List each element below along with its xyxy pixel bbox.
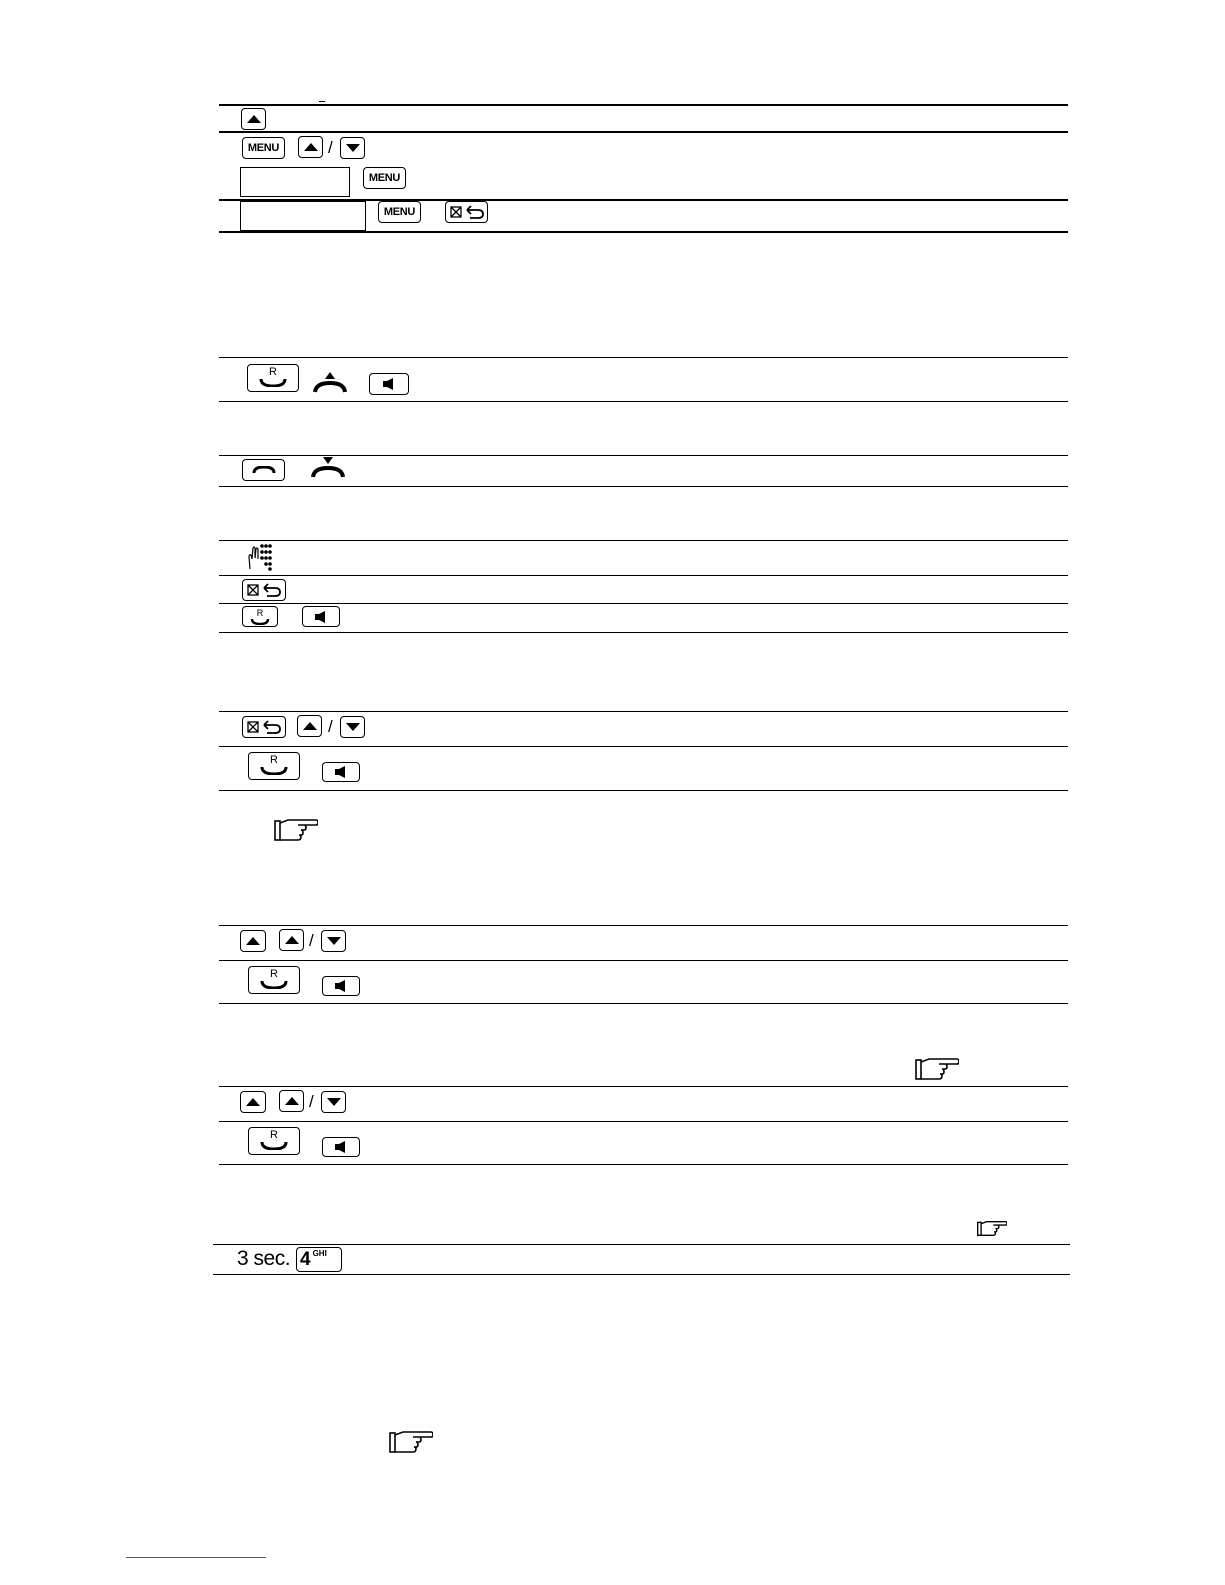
table-rule	[219, 1003, 1068, 1004]
hold-duration-label: 3 sec.	[237, 1247, 291, 1270]
down-arrow-key-icon	[340, 137, 365, 159]
talk-r-key-icon	[242, 606, 278, 627]
display-box	[240, 201, 366, 231]
talk-r-key-icon	[247, 364, 299, 392]
table-rule	[219, 231, 1068, 233]
talk-r-key-icon	[248, 752, 300, 780]
table-rule	[219, 1164, 1068, 1165]
down-arrow-key-icon	[340, 716, 365, 738]
table-rule	[219, 104, 1068, 106]
up-arrow-key-icon	[240, 1091, 266, 1113]
menu-key-icon	[363, 167, 406, 189]
table-rule	[219, 131, 1068, 133]
table-rule	[219, 925, 1068, 926]
up-arrow-key-icon	[279, 1090, 304, 1112]
menu-key-label: MENU	[247, 142, 280, 154]
speaker-key-icon	[369, 373, 409, 395]
speaker-key-icon	[302, 606, 340, 627]
menu-key-label: MENU	[368, 172, 401, 184]
footer-link-underline	[126, 1557, 266, 1558]
up-arrow-key-icon	[279, 929, 304, 951]
table-rule	[219, 790, 1068, 791]
r-label: R	[256, 607, 264, 618]
down-arrow-key-icon	[321, 1091, 346, 1113]
keypad-hand-icon	[247, 543, 273, 571]
menu-key-icon	[242, 137, 285, 159]
talk-r-key-icon	[248, 966, 300, 994]
menu-key-icon	[378, 201, 421, 223]
speaker-key-icon	[322, 1137, 360, 1157]
pointing-hand-icon	[389, 1430, 433, 1454]
pointing-hand-icon	[274, 818, 318, 842]
slash-separator: /	[328, 717, 333, 736]
table-rule	[219, 603, 1068, 604]
table-rule	[219, 575, 1068, 576]
top-mark	[319, 101, 325, 102]
r-label: R	[270, 968, 278, 980]
up-arrow-key-icon	[241, 108, 266, 130]
handset-hang-icon	[310, 457, 346, 481]
mute-back-key-icon	[242, 579, 286, 601]
table-rule	[219, 632, 1068, 633]
pointing-hand-icon	[915, 1057, 959, 1081]
table-rule	[219, 455, 1068, 456]
table-rule	[219, 401, 1068, 402]
slash-separator: /	[309, 1092, 314, 1111]
down-arrow-key-icon	[321, 930, 346, 952]
table-rule	[213, 1244, 1070, 1245]
slash-separator: /	[328, 138, 333, 157]
table-rule	[219, 1086, 1068, 1087]
talk-r-key-icon	[248, 1127, 300, 1155]
slash-separator: /	[309, 931, 314, 950]
table-rule	[219, 746, 1068, 747]
digit-letters: GHI	[312, 1249, 327, 1258]
mute-back-key-icon	[242, 716, 286, 738]
up-arrow-key-icon	[297, 715, 322, 737]
speaker-key-icon	[322, 762, 360, 782]
end-call-key-icon	[242, 459, 285, 481]
speaker-key-icon	[322, 976, 360, 996]
up-arrow-key-icon	[298, 136, 323, 158]
menu-key-label: MENU	[383, 206, 416, 218]
pointing-hand-icon	[977, 1220, 1007, 1237]
table-rule	[219, 1121, 1068, 1122]
mute-back-key-icon	[445, 201, 488, 223]
up-arrow-key-icon	[240, 930, 266, 952]
digit-label: 4	[300, 1248, 311, 1270]
r-label: R	[270, 754, 278, 766]
table-rule	[213, 1274, 1070, 1275]
display-box	[240, 167, 350, 197]
table-rule	[219, 540, 1068, 541]
table-rule	[219, 711, 1068, 712]
table-rule	[219, 486, 1068, 487]
table-rule	[219, 960, 1068, 961]
handset-lift-icon	[312, 372, 348, 396]
table-rule	[219, 357, 1068, 358]
digit-4-key-icon	[296, 1247, 342, 1272]
r-label: R	[269, 366, 277, 378]
r-label: R	[270, 1129, 278, 1141]
